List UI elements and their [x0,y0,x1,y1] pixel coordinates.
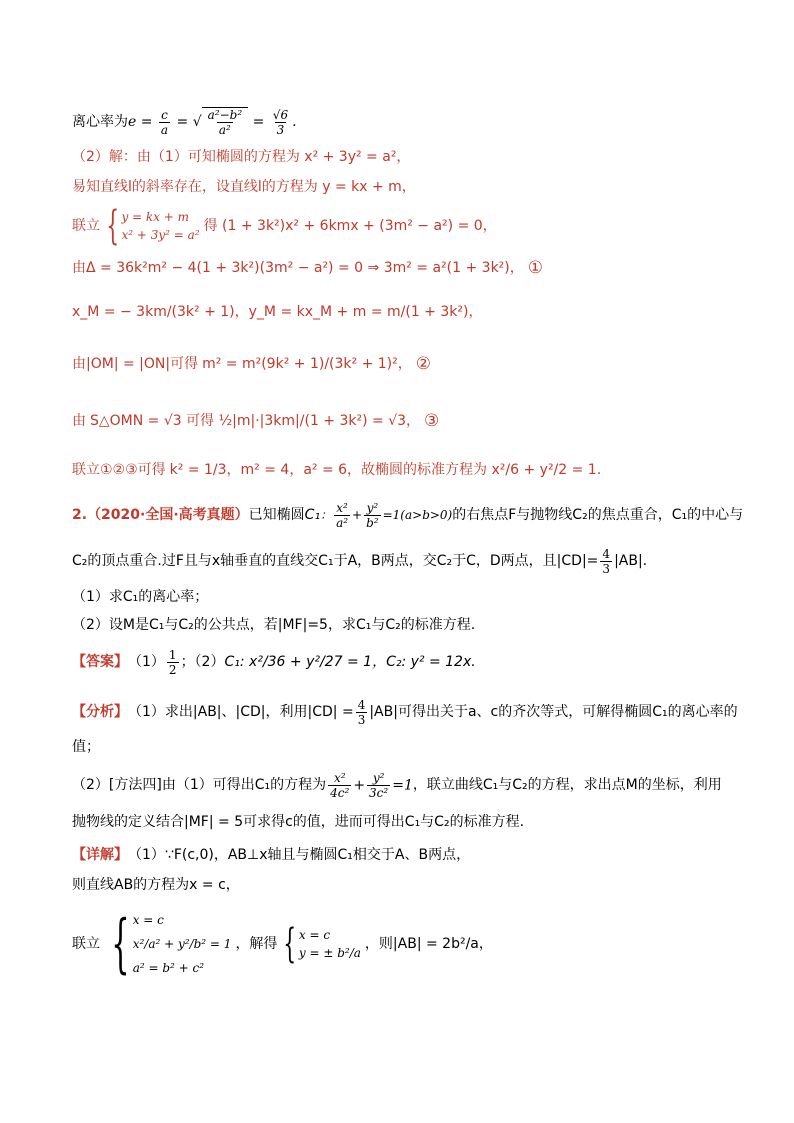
system-row: x = c [132,913,164,927]
stem-text: |AB|. [614,553,648,569]
line-slope-text [72,177,754,197]
detail-text: ，则|AB| = 2b²/a， [364,936,493,952]
analysis-line-4 [72,812,754,832]
detail-text: ，解得 [235,936,278,952]
stem-text: C₂的顶点重合.过F且与x轴垂直的直线交C₁于A，B两点，交C₂于C，D两点，且|CD|= [72,553,599,569]
detail-label: 【详解】 [72,847,128,863]
fraction-1-2: $\frac{1}{2}$ [168,647,177,677]
detail-line-3 [72,903,754,985]
analysis-text: 值； [72,739,100,755]
fraction-4-3: $\frac{4}{3}$ [602,546,611,576]
question-text: （1）求C₁的离心率； [72,589,209,605]
line-text: 得 (1 + 3k²)x² + 6kmx + (3m² − a²) = 0， [203,218,497,234]
analysis-text: （1）求出|AB|、|CD|，利用|CD| = [128,704,354,720]
analysis-text: （2）[方法四]由（1）可得出C₁的方程为 [72,777,327,793]
system-row: y = ± b²/a [298,946,361,960]
answer-text: C₁: x²/36 + y²/27 = 1，C₂: y² = 12x. [224,654,476,670]
line-text: S△OMN = √3 可得 ½|m|·|3km|/(1 + 3k²) = √3， [90,413,421,429]
line-prefix: 联立①②③可得 [72,462,166,478]
circled-mark-1: ① [527,258,544,278]
ellipse-equation: ： $\frac{\text{x²}}{\text{a²}}$ + $\frac{\text{y²}}{\text{b²}}$ =1(a>b>0) [320,500,453,530]
answer-text: ；（2） [180,654,225,670]
analysis-label: 【分析】 [72,704,128,720]
line-text: x_M = − 3km/(3k² + 1)，y_M = kx_M + m = m/(1 + 3k²)， [72,304,483,320]
problem-2-stem-cont [72,545,754,577]
line-prefix: 联立 [72,218,100,234]
problem-2-question-2 [72,615,754,635]
system-row: x²/a² + y²/b² = 1 [132,937,232,951]
system-row: x² + 3y² = a² [121,228,200,242]
detail-text: 则直线AB的方程为x = c， [72,877,240,893]
problem-2-question-1 [72,587,754,607]
circled-mark-3: ③ [424,411,440,431]
solution-system: { x = c y = ± b²/a [283,921,361,967]
answer-text: （1） [128,654,165,670]
line-prefix: （2）解： [72,149,137,165]
area-line [72,403,754,439]
stem-text: 已知椭圆 [248,507,305,523]
analysis-line-2 [72,737,754,757]
eccentricity-formula: e = $\frac{c}{a}$ = √ $\frac{\text{a²−b²}}{\text{a²}}$ = $\frac{√6}{3}$ . [128,107,297,137]
line-text: m² = m²(9k² + 1)/(3k² + 1)²， [202,356,412,372]
line-text: 由Δ = 36k²m² − 4(1 + 3k²)(3m² − a²) = 0 ⇒ 3m² = a²(1 + 3k²)， [72,260,524,276]
system-row: a² = b² + c² [132,961,205,975]
line-text: 易知直线l的斜率存在，设直线l的方程为 y = kx + m， [72,179,416,195]
delta-line [72,258,754,278]
om-on-line [72,342,754,386]
question-text: （2）设M是C₁与C₂的公共点，若|MF|=5，求C₁与C₂的标准方程. [72,617,476,633]
answer-line [72,647,754,677]
line-prefix: 离心率为 [72,114,128,130]
line-text: k² = 1/3，m² = 4，a² = 6，故椭圆的标准方程为 x²/6 + y²/2 = 1. [169,462,602,478]
system-row: x = c [298,928,331,942]
conclusion-line [72,452,754,488]
detail-line-2 [72,875,754,895]
eccentricity-line [72,102,754,142]
line-text: 由（1）可知椭圆的方程为 x² + 3y² = a²， [136,149,411,165]
problem-2-stem [72,500,754,530]
stem-text: 的右焦点F与抛物线C₂的焦点重合，C₁的中心与 [452,507,744,523]
analysis-line-1 [72,697,754,727]
line-prefix: 由 [72,413,86,429]
fraction-4-3: $\frac{4}{3}$ [357,697,366,727]
system-line [72,203,754,249]
analysis-line-3 [72,768,754,802]
solution-part2-line [72,147,754,167]
problem-source: （2020·全国·高考真题） [87,507,249,523]
answer-label: 【答案】 [72,654,128,670]
detail-prefix: 联立 [72,936,100,952]
coordinates-line [72,292,754,332]
system-row: y = kx + m [121,210,190,224]
stem-c1: C₁ [304,507,321,523]
analysis-text: 抛物线的定义结合|MF| = 5可求得c的值，进而可得出C₁与C₂的标准方程. [72,814,525,830]
analysis-text: ，联立曲线C₁与C₂的方程，求出点M的坐标，利用 [412,777,722,793]
ellipse-c1-equation: $\frac{\text{x²}}{\text{4c²}}$ + $\frac{\text{y²}}{\text{3c²}}$ =1 [330,770,413,800]
detail-text: （1）∵F(c,0)，AB⊥x轴且与椭圆C₁相交于A、B两点， [128,847,471,863]
detail-line-1 [72,845,754,865]
circled-mark-2: ② [415,354,431,374]
analysis-text: |AB|可得出关于a、c的齐次等式，可解得椭圆C₁的离心率的 [369,704,738,720]
problem-number: 2. [72,507,88,523]
equation-system: { x = c x²/a² + y²/b² = 1 a² = b² + c² [111,907,232,981]
line-prefix: 由|OM| = |ON|可得 [72,356,199,372]
equation-system: { y = kx + m x² + 3y² = a² [106,203,200,249]
